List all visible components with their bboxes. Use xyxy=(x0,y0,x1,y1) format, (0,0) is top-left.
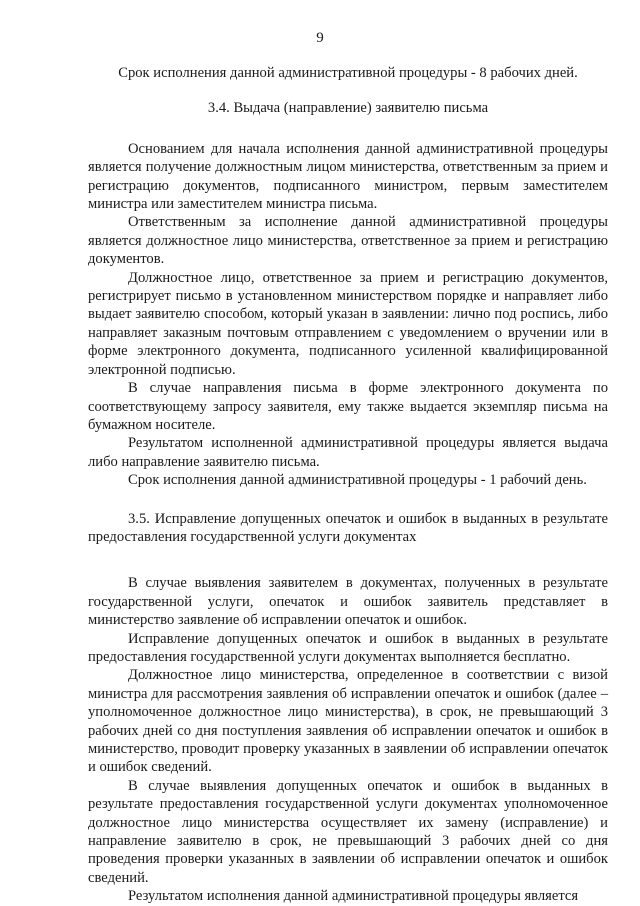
section-3-4-heading: 3.4. Выдача (направление) заявителю письма xyxy=(207,100,489,117)
intro-line: Срок исполнения данной административной процедуры - 8 рабочих дней. xyxy=(118,65,578,81)
section-3-5-paragraph: В случае выявления заявителем в документах, полученных в результате государственной услуги, опечаток и ошибок заявитель представляет в министерство заявление об исправлении опечаток и ошибок. xyxy=(88,575,608,629)
section-3-5-paragraph: Исправление допущенных опечаток и ошибок в выданных в результате предоставления государственной услуги документах выполняется бесплатно. xyxy=(88,630,608,665)
section-3-4-paragraph: Основанием для начала исполнения данной административной процедуры является получение должностным лицом министерства, ответственным за прием и регистрацию документов, подписанного министром, первым заместителем министра или заместителем министра письма. xyxy=(88,140,608,213)
section-3-5-paragraph: Должностное лицо министерства, определенное в соответствии с визой министра для рассмотрения заявления об исправлении опечаток и ошибок (далее – уполномоченное должностное лицо министерства), в срок, не превышающий 3 рабочих дней со дня поступления заявления об исправлении опечаток и ошибок в министерство, проводит проверку указанных в заявлении об исправлении опечаток и ошибок сведений. xyxy=(88,667,608,776)
section-3-4-paragraph: Срок исполнения данной административной процедуры - 1 рабочий день. xyxy=(128,472,587,489)
page-number: 9 xyxy=(316,30,324,46)
document-body xyxy=(88,64,608,906)
section-3-5-paragraph: В случае выявления допущенных опечаток и ошибок в выданных в результате предоставления государственной услуги документах уполномоченное должностное лицо министерства осуществляет их замену (исправление) и направление заявителю в срок, не превышающий 3 рабочих дней со дня проведения проверки указанных в заявлении об исправлении опечаток и ошибок сведений. xyxy=(88,777,608,886)
section-3-4-paragraph: В случае направления письма в форме электронного документа по соответствующему запросу заявителя, ему также выдается экземпляр письма на бумажном носителе. xyxy=(88,380,608,433)
section-3-5-paragraph: Результатом исполнения данной административной процедуры является xyxy=(128,888,579,905)
section-3-4-paragraph: Ответственным за исполнение данной административной процедуры является должностное лицо министерства, ответственное за прием и регистрацию документов. xyxy=(88,214,608,268)
section-3-5-heading: 3.5. Исправление допущенных опечаток и ошибок в выданных в результате предоставления государственной услуги документах xyxy=(88,510,608,545)
section-3-4-paragraph: Результатом исполненной административной процедуры является выдача либо направление заявителю письма. xyxy=(88,435,608,470)
section-3-4-paragraph: Должностное лицо, ответственное за прием и регистрацию документов, регистрирует письмо в установленном министерством порядке и направляет либо выдает заявителю способом, который указан в заявлении: лично под роспись, либо направляет заказным почтовым отправлением с уведомлением о вручении или в форме электронного документа, подписанного усиленной квалифицированной электронной подписью. xyxy=(88,269,608,378)
